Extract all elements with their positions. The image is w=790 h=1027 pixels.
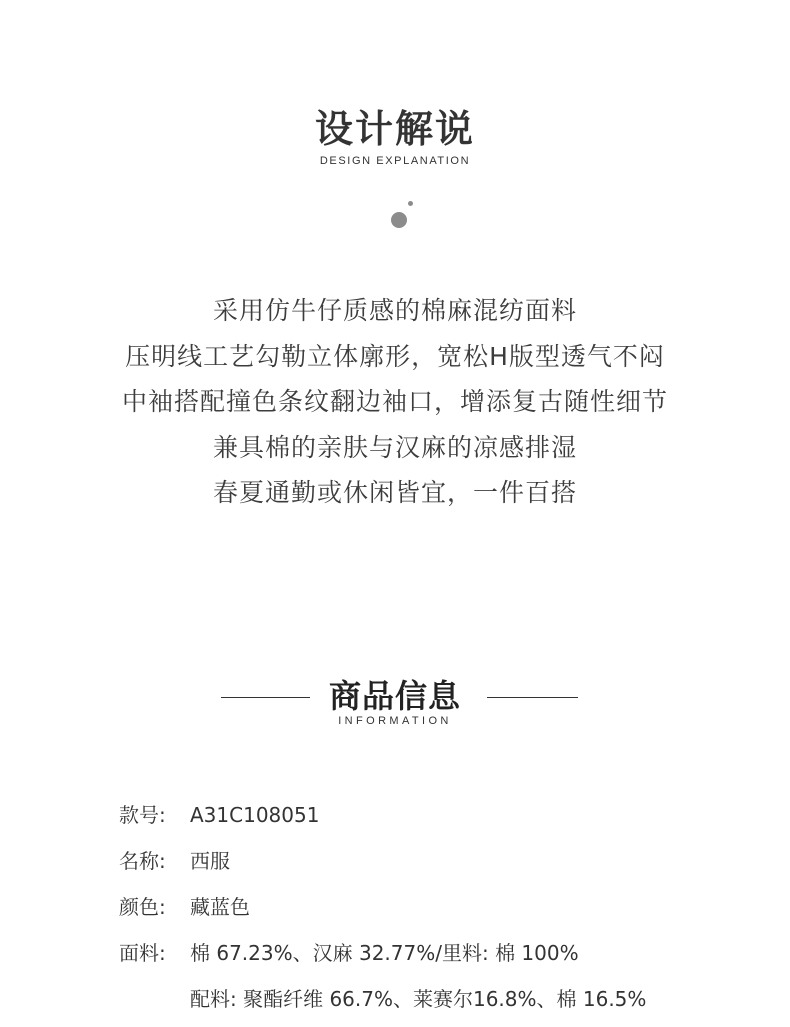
- spec-value: 配料: 聚酯纤维 66.7%、莱赛尔16.8%、棉 16.5%: [190, 987, 647, 1011]
- design-title: 设计解说: [314, 107, 475, 151]
- description-line: 兼具棉的亲肤与汉麻的凉感排湿: [212, 432, 577, 462]
- description-line: 压明线工艺勾勒立体廓形，宽松H版型透气不闷: [125, 341, 665, 371]
- spec-row-fabric: [119, 935, 759, 981]
- spec-label: 面料:: [119, 941, 166, 965]
- spec-label: 名称:: [119, 849, 166, 873]
- design-description: [0, 288, 790, 516]
- info-subtitle: INFORMATION: [338, 715, 452, 727]
- description-line: 春夏通勤或休闲皆宜，一件百搭: [212, 478, 577, 507]
- design-subtitle: DESIGN EXPLANATION: [319, 155, 471, 167]
- spec-value: A31C108051: [190, 803, 320, 827]
- info-title: 商品信息: [328, 677, 461, 715]
- product-spec-list: [119, 797, 759, 1027]
- spec-value: 西服: [190, 849, 230, 873]
- spec-row-name: [119, 843, 759, 889]
- spec-label: 颜色:: [119, 895, 166, 919]
- description-line: 中袖搭配撞色条纹翻边袖口，增添复古随性细节: [121, 387, 668, 416]
- decorative-dot-large: [391, 212, 407, 228]
- decorative-dot-small: [408, 201, 413, 206]
- spec-label: 款号:: [119, 803, 166, 827]
- info-header: [0, 672, 790, 732]
- spec-row-style-number: [119, 797, 759, 843]
- spec-row-trim: [119, 981, 759, 1027]
- spec-value: 棉 67.23%、汉麻 32.77%/里料: 棉 100%: [190, 941, 579, 965]
- spec-row-color: [119, 889, 759, 935]
- spec-value: 藏蓝色: [190, 895, 250, 919]
- description-line: 采用仿牛仔质感的棉麻混纺面料: [212, 296, 577, 325]
